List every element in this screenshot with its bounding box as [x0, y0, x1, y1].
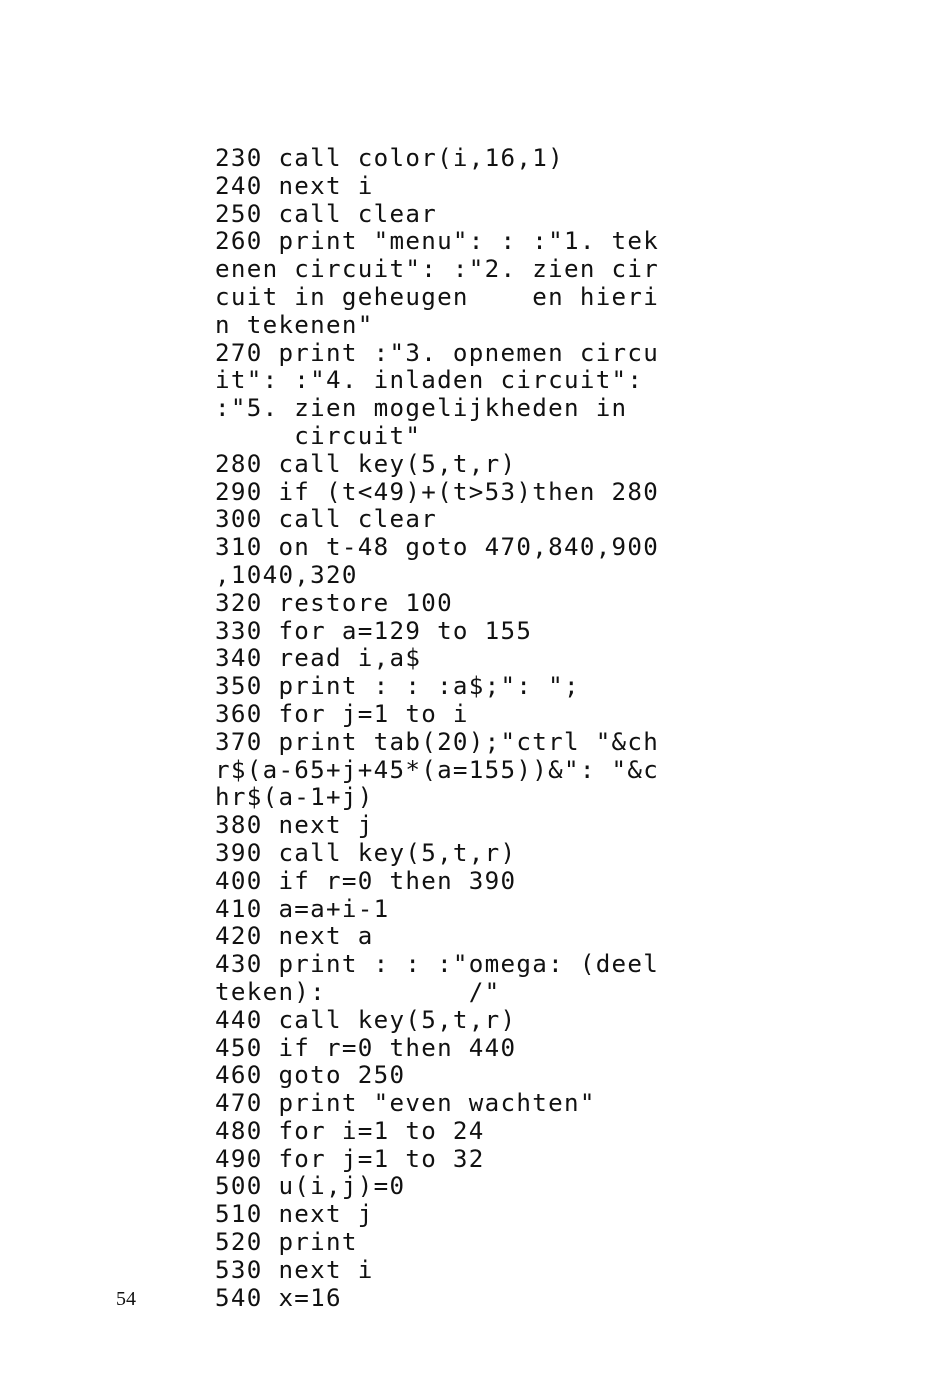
code-line: 320 restore 100	[215, 588, 453, 617]
code-line: 450 if r=0 then 440	[215, 1033, 517, 1062]
code-line: 490 for j=1 to 32	[215, 1144, 485, 1173]
code-line: 540 x=16	[215, 1283, 342, 1312]
page-number: 54	[116, 1288, 136, 1310]
code-line: 270 print :"3. opnemen circu	[215, 338, 660, 367]
code-line: 530 next i	[215, 1255, 374, 1284]
code-line: circuit"	[215, 421, 422, 450]
code-line: 360 for j=1 to i	[215, 699, 469, 728]
code-line: enen circuit": :"2. zien cir	[215, 255, 660, 284]
code-line: 310 on t-48 goto 470,840,900	[215, 533, 660, 562]
code-line: 350 print : : :a$;": ";	[215, 672, 580, 701]
code-line: 390 call key(5,t,r)	[215, 838, 517, 867]
code-line: 430 print : : :"omega: (deel	[215, 950, 660, 979]
code-line: 410 a=a+i-1	[215, 894, 390, 923]
code-line: 440 call key(5,t,r)	[215, 1005, 517, 1034]
code-line: 330 for a=129 to 155	[215, 616, 533, 645]
code-line: it": :"4. inladen circuit":	[215, 366, 644, 395]
code-line: r$(a-65+j+45*(a=155))&": "&c	[215, 755, 660, 784]
code-line: 240 next i	[215, 171, 374, 200]
code-line: 280 call key(5,t,r)	[215, 449, 517, 478]
code-line: :"5. zien mogelijkheden in	[215, 394, 628, 423]
code-line: 340 read i,a$	[215, 644, 422, 673]
code-line: 400 if r=0 then 390	[215, 866, 517, 895]
code-line: 380 next j	[215, 811, 374, 840]
code-line: ,1040,320	[215, 560, 358, 589]
code-line: 460 goto 250	[215, 1061, 406, 1090]
code-line: 480 for i=1 to 24	[215, 1116, 485, 1145]
code-line: 470 print "even wachten"	[215, 1089, 596, 1118]
code-line: n tekenen"	[215, 310, 374, 339]
code-line: 260 print "menu": : :"1. tek	[215, 227, 660, 256]
code-line: 500 u(i,j)=0	[215, 1172, 406, 1201]
code-line: 370 print tab(20);"ctrl "&ch	[215, 727, 660, 756]
code-line: 510 next j	[215, 1200, 374, 1229]
code-line: 520 print	[215, 1228, 358, 1257]
code-line: 420 next a	[215, 922, 374, 951]
code-line: 250 call clear	[215, 199, 438, 228]
code-line: teken): /"	[215, 977, 501, 1006]
basic-program-listing	[215, 145, 659, 1312]
code-line: 300 call clear	[215, 505, 438, 534]
code-line: 230 call color(i,16,1)	[215, 144, 564, 172]
code-line: hr$(a-1+j)	[215, 783, 374, 812]
code-line: cuit in geheugen en hieri	[215, 282, 660, 311]
code-line: 290 if (t<49)+(t>53)then 280	[215, 477, 660, 506]
